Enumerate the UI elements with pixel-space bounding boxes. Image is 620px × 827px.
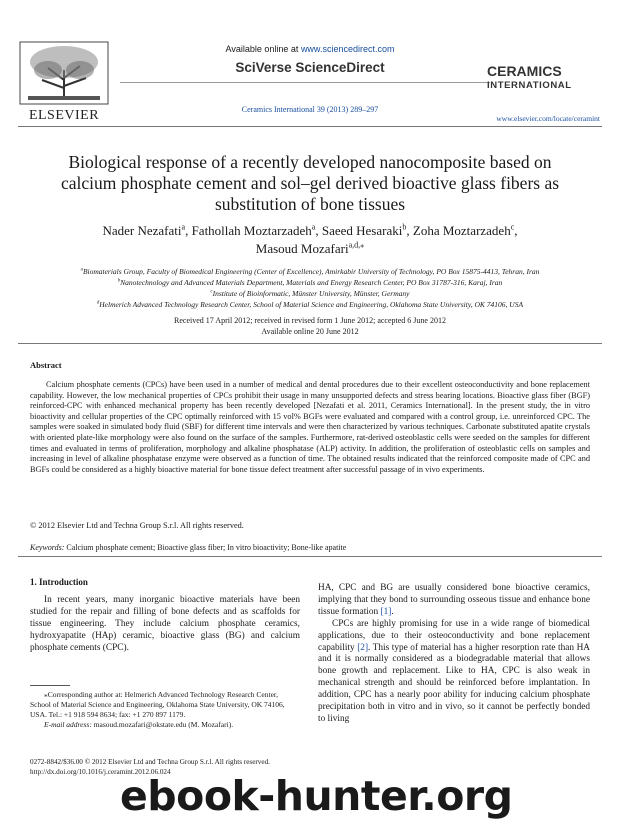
intro-paragraph-2: HA, CPC and BG are usually considered bone bioactive ceramics, implying that they bond to surrounding osseous tissue and enhance bone tissue formation [1].	[318, 583, 590, 617]
watermark: ebook-hunter.org	[120, 772, 513, 820]
author-name[interactable]: Masoud Mozafari	[255, 241, 349, 256]
author-list: Nader Nezafati$^a$, Fathollah Moztarzadeh$^a$, Saeed Hesaraki$^b$, Zoha Moztarzadeh$^c$, Masoud Mozafari$^{a,d,⁎}$	[102, 222, 518, 256]
abstract-heading: Abstract	[30, 360, 62, 370]
available-date: Available online 20 June 2012	[261, 326, 359, 336]
author-name[interactable]: Saeed Hesaraki	[321, 223, 403, 238]
header-divider	[120, 82, 490, 83]
intro-paragraph-3: CPCs are highly promising for use in a wide range of biomedical applications, due to their osteoconductivity and bone replacement capability [2]. This type of material has a higher resorption rate than HA and it is normally considered as a biodegradable material that allows bone growth and replacement. Like to HA, CPC is also weak in mechanical strength and should be reinforced before implantation. In addition, CPC has a nearly poor ability for inducing calcium phosphate precipitation both in vitro and in vivo, so it cannot be perfectly bonded to living	[318, 618, 591, 724]
citation-link[interactable]: [1]	[380, 606, 392, 617]
article-title: Biological response of a recently developed nanocomposite based on calcium phosphate cement and sol–gel derived bioactive glass fibers as substitution of bone tissues	[60, 152, 560, 214]
author-sup: b	[402, 222, 407, 232]
affiliation-line: $^b$Nanotechnology and Advanced Materials Department, Materials and Energy Research Center, PO Box 31787-316, Karaj, Iran	[117, 278, 503, 287]
corresponding-author-footnote: ⁎Corresponding author at: Helmerich Advanced Technology Research Center, School of Material Science and Engineering, Oklahoma State University, OK 74106, USA. Tel.: +1 918 594 8634; fax: +1 270 897 1179. E-mail address: masoud.mozafari@okstate.edu (M. Mozafari).	[30, 690, 300, 730]
affiliation-line: $^c$Institute of Bioinformatic, Münster University, Münster, Germany	[210, 289, 410, 298]
elsevier-tree-logo	[18, 40, 110, 115]
sciverse-brand: SciVerse ScienceDirect	[235, 60, 385, 75]
citation-link[interactable]: [2]	[357, 642, 369, 653]
email-link[interactable]: masoud.mozafari@okstate.edu (M. Mozafari).	[93, 720, 234, 729]
keywords-label: Keywords:	[30, 543, 65, 552]
available-online-line: Available online at www.sciencedirect.com	[225, 44, 395, 54]
body-top-rule	[18, 556, 602, 557]
affiliations	[18, 266, 602, 310]
author-sup: a	[311, 222, 316, 232]
footnote-rule	[30, 685, 70, 686]
copyright-line: © 2012 Elsevier Ltd and Techna Group S.r.l. All rights reserved.	[30, 521, 244, 530]
intro-paragraph-1: In recent years, many inorganic bioactive materials have been studied for the repair and filling of bone defects and as scaffolds for tissue engineering. They include calcium phosphate ceramics, hydroxyapatite (HAp) ceramic, bioactive glass (BG) and calcium phosphate cements (CPC).	[30, 595, 300, 653]
author-sup: c	[510, 222, 515, 232]
journal-logo-subtitle: INTERNATIONAL	[487, 80, 572, 91]
issn-line: 0272-8842/$36.00 © 2012 Elsevier Ltd and Techna Group S.r.l. All rights reserved.	[30, 758, 270, 766]
journal-url-link[interactable]: www.elsevier.com/locate/ceramint	[496, 114, 600, 123]
affiliation-line: $^a$Biomaterials Group, Faculty of Biomedical Engineering (Center of Excellence), Amirkabir University of Technology, PO Box 15875-4413, Tehran, Iran	[80, 267, 540, 276]
doi-link[interactable]: http://dx.doi.org/10.1016/j.ceramint.2012.06.024	[30, 767, 171, 776]
keywords-text: Calcium phosphate cement; Bioactive glass fiber; In vitro bioactivity; Bone-like apatite	[66, 543, 347, 552]
author-sup: a	[181, 222, 186, 232]
section-heading: 1. Introduction	[30, 577, 88, 587]
header-rule	[18, 126, 602, 127]
journal-logo-title: CERAMICS	[487, 63, 562, 79]
journal-reference[interactable]: Ceramics International 39 (2013) 289–297	[241, 105, 379, 114]
publisher-wordmark: ELSEVIER	[28, 108, 100, 123]
email-line: E-mail address: masoud.mozafari@okstate.edu (M. Mozafari).	[44, 720, 234, 729]
right-column	[318, 583, 590, 726]
keywords-line	[30, 543, 590, 552]
author-name[interactable]: Nader Nezafati	[102, 223, 182, 238]
author-sup: a,d,⁎	[348, 240, 365, 250]
sciencedirect-link[interactable]: www.sciencedirect.com	[300, 44, 395, 54]
abstract-text: Calcium phosphate cements (CPCs) have been used in a number of medical and dental procedures due to their excellent osteoconductivity and bone replacement capability. However, the low mechanical properties of CPCs prohibit their usage in many unsupported defects and stress bearing locations. Bioactive glass fiber (BGF) reinforced-CPC with enhanced mechanical property has been recently developed [Nezafati et al. 2011, Ceramics International]. In the present study, the in vitro bioactivity and cellular properties of the CPC optimally reinforced with 15 vol% BGFs were evaluated and compared with a control group, i.e. unreinforced CPC. The samples were soaked in simulated body fluid (SBF) for different time intervals and were then characterized by various techniques. Carbonate substituted apatite crystals with oriented plate-like morphology were also found on the surface of the samples. Furthermore, rat-derived osteoblastic cells were seeded on the samples for different times and evaluated in terms of proliferation, morphology and alkaline phosphatase (ALP) activity. In addition, the proliferation of osteoblastic cells on samples and increasing in level of alkaline phosphatase enzyme were observed as a function of time. The obtained results indicated that the reinforced composite made of CPC and BGFs could be considered as a highly bioactive material for bone tissue defect treatment after successful passage of in vivo experiments.	[30, 380, 590, 474]
received-dates: Received 17 April 2012; received in revised form 1 June 2012; accepted 6 June 2012	[174, 316, 446, 325]
affiliation-line: $^d$Helmerich Advanced Technology Research Center, School of Material Science and Engineering, Oklahoma State University, OK 74106, USA	[96, 300, 524, 309]
abstract-top-rule	[18, 343, 602, 344]
article-dates	[40, 316, 580, 337]
author-name[interactable]: Fathollah Moztarzadeh	[191, 223, 312, 238]
author-name[interactable]: Zoha Moztarzadeh	[412, 223, 511, 238]
